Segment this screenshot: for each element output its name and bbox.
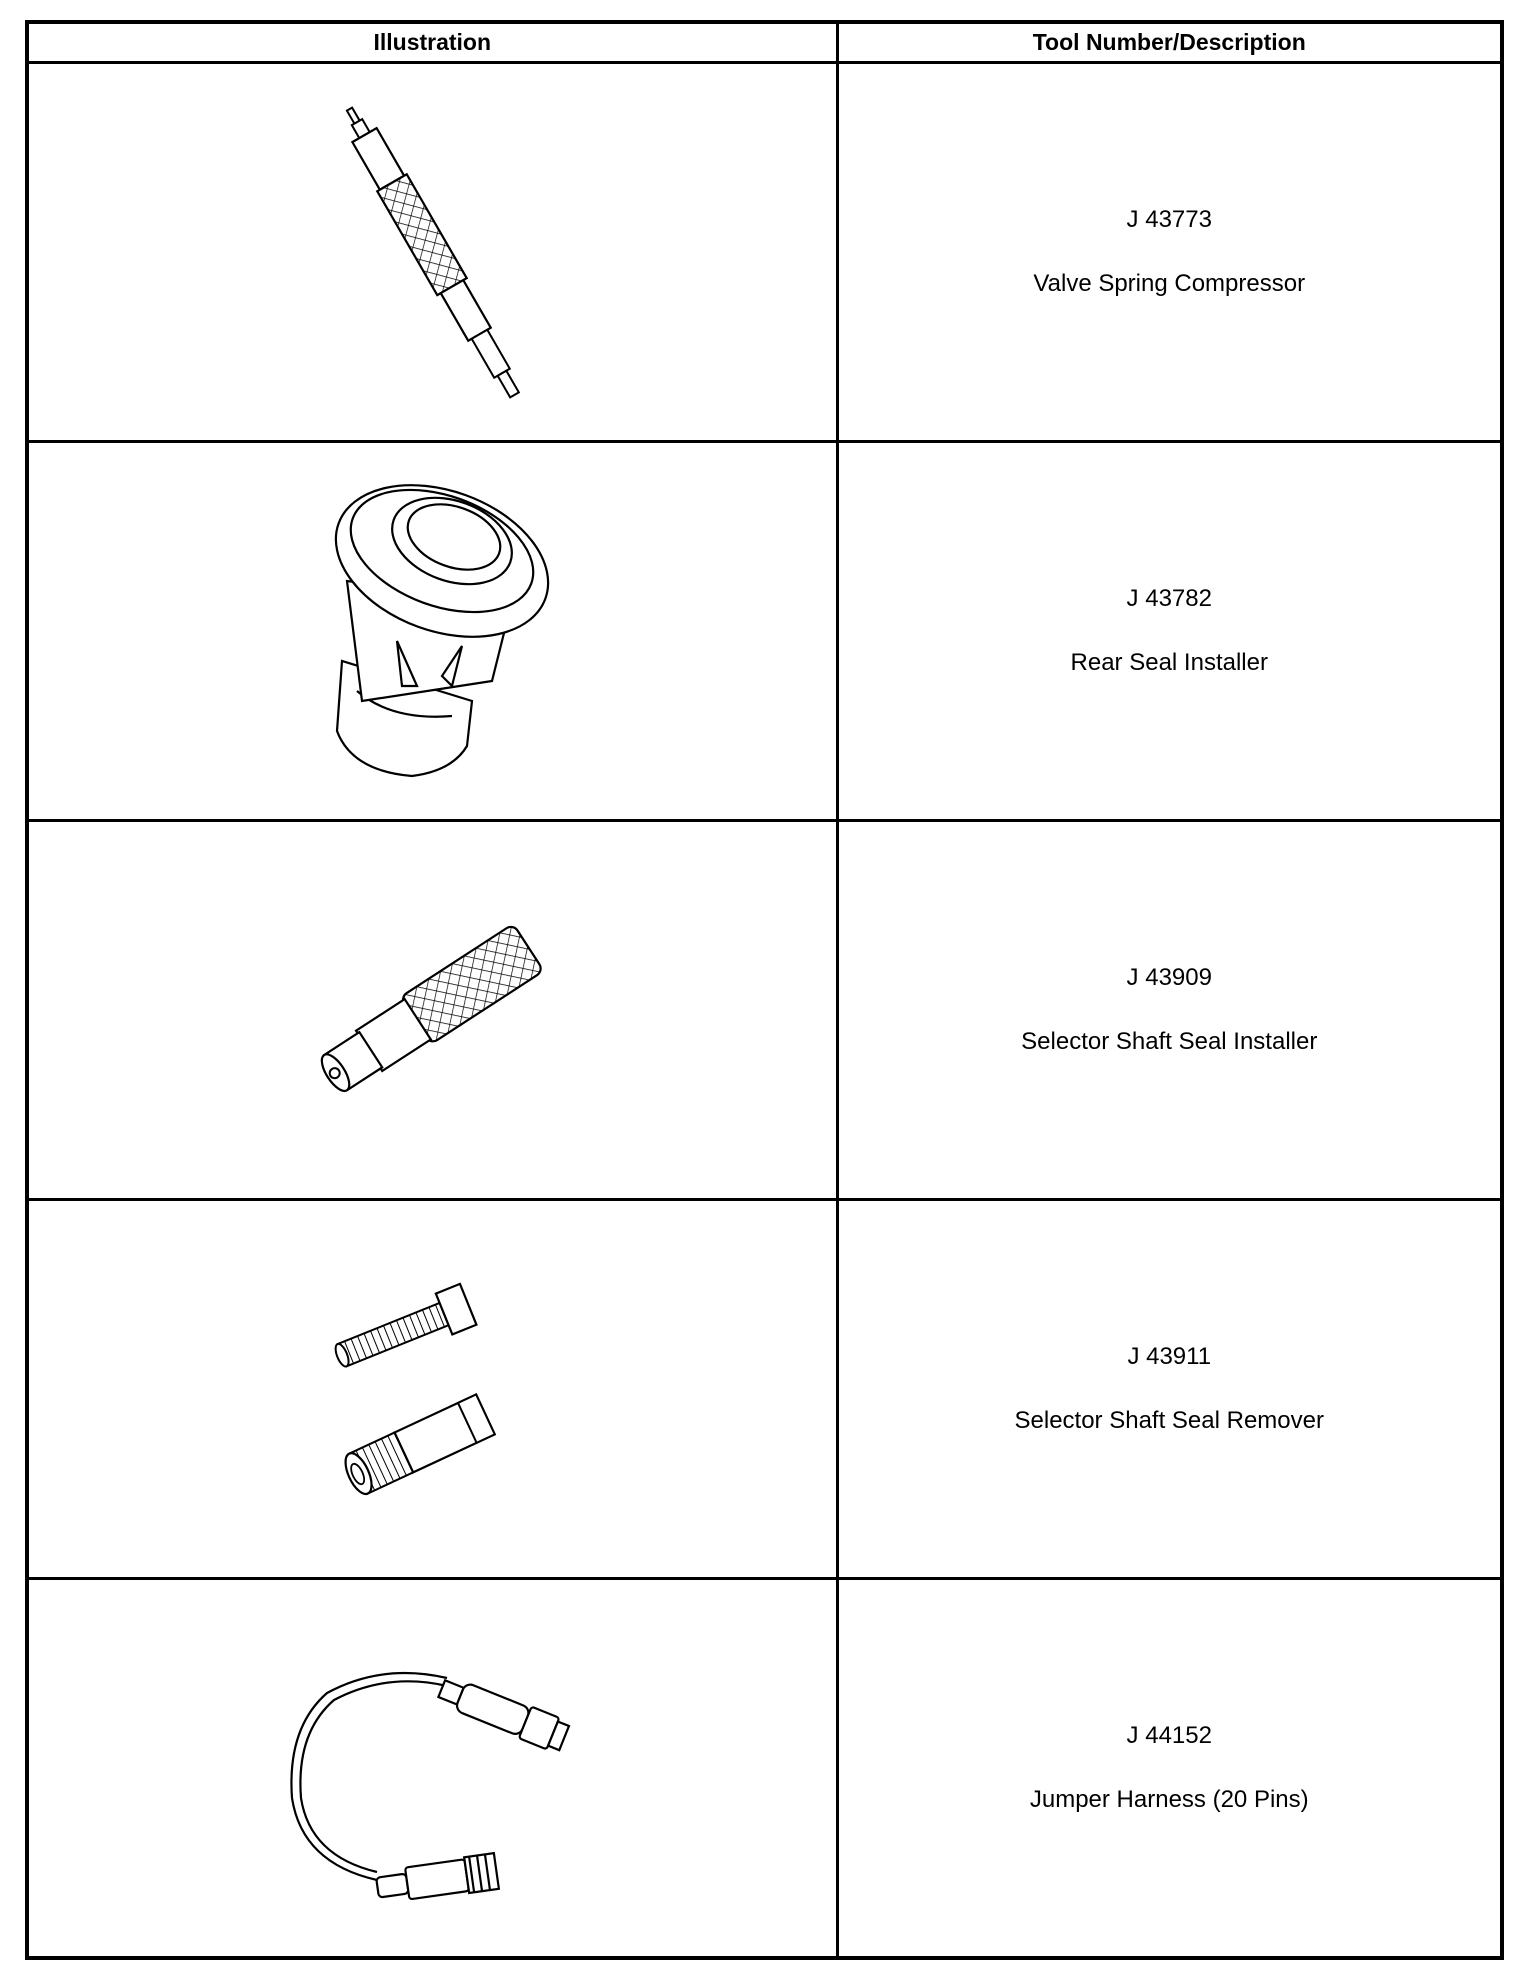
illustration-cell bbox=[27, 1200, 837, 1579]
tool-description: Selector Shaft Seal Installer bbox=[1021, 1028, 1318, 1055]
illustration-cell bbox=[27, 821, 837, 1200]
illustration-cell bbox=[27, 442, 837, 821]
tool-description: Selector Shaft Seal Remover bbox=[1014, 1407, 1324, 1434]
table-row bbox=[27, 442, 1502, 821]
tool-description-cell bbox=[837, 1200, 1502, 1579]
tool-description-column-header: Tool Number/Description bbox=[837, 22, 1502, 63]
tool-number: J 43782 bbox=[1126, 585, 1212, 612]
illustration-column-header: Illustration bbox=[27, 22, 837, 63]
tool-number: J 43773 bbox=[1126, 206, 1212, 233]
table-row bbox=[27, 63, 1502, 442]
tool-number: J 43911 bbox=[1127, 1343, 1212, 1370]
illustration-cell bbox=[27, 1579, 837, 1959]
selector-shaft-seal-installer-icon bbox=[292, 910, 572, 1110]
table-row bbox=[27, 821, 1502, 1200]
table-row bbox=[27, 1200, 1502, 1579]
selector-shaft-seal-remover-icon bbox=[312, 1259, 552, 1519]
tool-description-cell bbox=[837, 63, 1502, 442]
tool-number: J 44152 bbox=[1126, 1722, 1212, 1749]
tool-description: Rear Seal Installer bbox=[1070, 649, 1268, 676]
tool-description: Jumper Harness (20 Pins) bbox=[1029, 1786, 1309, 1813]
table-row bbox=[27, 1579, 1502, 1959]
tool-description-cell bbox=[837, 442, 1502, 821]
rear-seal-installer-icon bbox=[302, 471, 562, 791]
illustration-cell bbox=[27, 63, 837, 442]
valve-spring-compressor-icon bbox=[282, 82, 582, 422]
tool-description: Valve Spring Compressor bbox=[1033, 270, 1306, 297]
special-tools-table bbox=[25, 20, 1504, 1960]
tool-description-cell bbox=[837, 821, 1502, 1200]
tool-number: J 43909 bbox=[1126, 964, 1212, 991]
tool-description-cell bbox=[837, 1579, 1502, 1959]
header-row bbox=[27, 22, 1502, 63]
jumper-harness-icon bbox=[272, 1618, 592, 1918]
